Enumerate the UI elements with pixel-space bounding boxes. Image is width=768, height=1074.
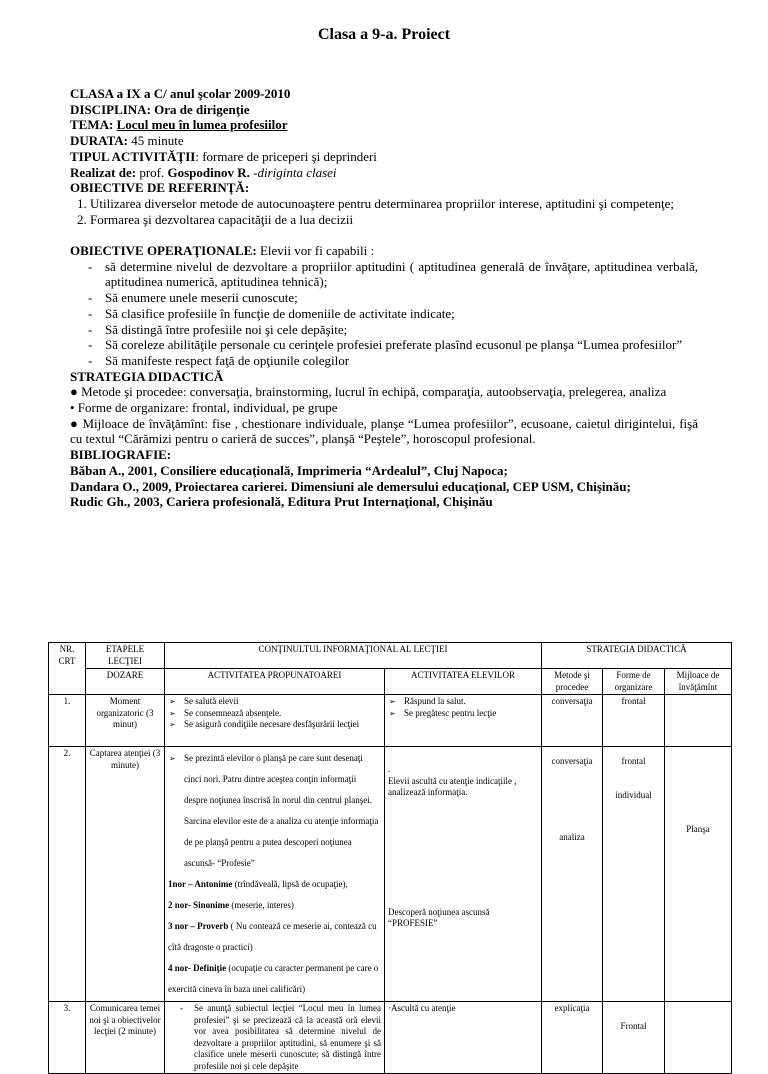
list-item: ➢ Se prezintă elevilor o planşă pe care sunt desenaţi cinci nori. Patru dintre aceştea conţin informaţii despre noţiunea înscrisă în norul din centrul planşei. Sarcina elevilor este de a analiza cu atenţie informaţia de pe planşă pentru a putea descoperi noţiunea ascunsă- “Profesie” [168,748,381,874]
list-item: - Să clasifice profesiile în funcţie de domeniile de activitate indicate; [88,306,698,322]
cloud-2: 2 nor- Sinonime (meserie, interes) [168,900,294,910]
row-student-activity: ·Ascultă cu atenţie [385,1002,542,1074]
list-item: ➢ Răspund la salut. [388,696,538,708]
author-line: Realizat de: prof. Gospodinov R. -diriginta clasei [70,164,337,180]
row-number: 3. [49,1002,86,1074]
row-teacher-activity [165,1002,385,1074]
list-item: ➢ Se consemnează absenţele. [168,708,381,720]
table-row [49,747,732,1002]
row-means: Planşa [665,747,732,1002]
student-discover-text: Descoperă noţiunea ascunsă “PROFESIE” [388,906,490,928]
row-number: 1. [49,695,86,747]
col-header-stages: ETAPELE LECŢIEI [86,643,165,669]
col-header-methods: Metode şi procedee [542,669,603,695]
activity-type-line: TIPUL ACTIVITĂŢII: formare de priceperi şi deprinderi [70,148,377,164]
col-header-teacher-activity: ACTIVITATEA PROPUNATOAREI [165,669,385,695]
col-header-student-activity: ACTIVITATEA ELEVILOR [385,669,542,695]
row-number: 2. [49,747,86,1002]
row-methods: explicaţia [542,1002,603,1074]
list-item: - să determine nivelul de dezvoltare a propriilor aptitudini ( aptitudinea generală de învăţare, aptitudinea verbală, aptitudinea numerică, aptitudinea tehnică); [88,259,698,290]
list-item: - Se anunţă subiectul lecţiei “Locul meu în lumea profesiei” şi se precizează că la această oră elevii vor avea posibilitatea să determine nivelul de dezvoltare a propriilor aptitudini, să enumere şi să clasifice unele meserii cunoscute; să distingă între profesiile noi şi cele depăşite [180,1003,381,1072]
lesson-plan-table [48,642,732,1074]
list-item: 2. Formarea şi dezvoltarea capacităţii de a lua decizii [90,212,698,228]
bibliography-entry: Băban A., 2001, Consiliere educaţională, Imprimeria “Ardealul”, Cluj Napoca; [70,462,508,478]
col-header-forms: Forme de organizare [603,669,665,695]
table-subheader-row [49,669,732,695]
table-row [49,1002,732,1074]
list-item: - Să distingă între profesiile noi şi cele depăşite; [88,322,698,338]
reference-objectives-heading: OBIECTIVE DE REFERINŢĂ: [70,180,250,196]
student-listen-text: Elevii ascultă cu atenţie indicaţiile , analizează informaţia. [388,775,517,797]
col-header-content: CONŢINULTUL INFORMAŢIONAL AL LECŢIEI [165,643,542,669]
list-item: ➢ Se asigură condiţiile necesare desfăşurării lecţiei [168,719,381,731]
row-means [665,1002,732,1074]
row-forms: Frontal [603,1002,665,1074]
row-stage: Captarea atenţiei (3 minute) [86,747,165,1002]
col-header-dosage: DOZARE [86,669,165,695]
row-methods: conversaţia analiza [542,747,603,1002]
strategy-heading: STRATEGIA DIDACTICĂ [70,368,224,384]
row-forms: frontal [603,695,665,747]
bibliography-entry: Dandara O., 2009, Proiectarea carierei. Dimensiuni ale demersului educaţional, CEP USM, Chişinău; [70,478,631,494]
list-item: - Să enumere unele meserii cunoscute; [88,290,698,306]
row-methods: conversaţia [542,695,603,747]
list-item: 1. Utilizarea diverselor metode de autocunoaştere pentru determinarea propriilor interese, aptitudini şi competenţe; [90,196,698,212]
row-teacher-activity [165,747,385,1002]
col-header-nr: NR. CRT [49,643,86,695]
cloud-1: 1nor – Antonime (trîndăveală, lipsă de ocupaţie), [168,879,348,889]
document-title: Clasa a 9-a. Proiect [317,26,451,43]
operational-objectives-list [70,259,698,369]
cloud-4: 4 nor- Definiţie (ocupaţie cu caracter permanent pe care o exercită cineva în baza unei calificări) [168,963,379,994]
reference-objectives-list [70,196,698,227]
operational-objectives-heading: OBIECTIVE OPERAŢIONALE: Elevii vor fi capabili : [70,243,375,259]
col-header-strategy: STRATEGIA DIDACTICĂ [542,643,732,669]
theme-line: TEMA: Locul meu în lumea profesiilor [70,117,288,133]
row-means [665,695,732,747]
row-student-activity [385,695,542,747]
col-header-means: Mijloace de învăţămînt [665,669,732,695]
strategy-methods: ● Metode şi procedee: conversaţia, brainstorming, lucrul în echipă, comparaţia, autoobservaţia, prelegerea, analiza [70,384,667,400]
row-teacher-activity [165,695,385,747]
row-stage: Moment organizatoric (3 minut) [86,695,165,747]
table-row [49,695,732,747]
cloud-3: 3 nor – Proverb ( Nu contează ce meserie ai, contează cu cîtă dragoste o practici) [168,921,377,952]
table-header-row [49,643,732,669]
row-stage: Comunicarea temei noi şi a obiectivelor lecţiei (2 minute) [86,1002,165,1074]
lesson-header [70,86,698,510]
discipline-line: DISCIPLINA: Ora de dirigenţie [70,101,250,117]
bibliography-heading: BIBLIOGRAFIE: [70,447,172,463]
duration-line: DURATA: 45 minute [70,133,184,149]
class-line: CLASA a IX a C/ anul şcolar 2009-2010 [70,86,291,101]
list-item: - Să manifeste respect faţă de opţiunile colegilor [88,353,698,369]
list-item: ➢ Se pregătesc pentru lecţie [388,708,538,720]
row-student-activity: . Elevii ascultă cu atenţie indicaţiile , analizează informaţia. Descoperă noţiunea ascunsă “PROFESIE” [385,747,542,1002]
list-item: - Să coreleze abilităţile personale cu cerinţele profesiei preferate plasînd ecusonul pe planşa “Lumea profesiilor” [88,337,698,353]
bibliography-entry: Rudic Gh., 2003, Cariera profesională, Editura Prut Internaţional, Chişinău [70,494,493,510]
strategy-means: ● Mijloace de învăţămînt: fise , chestionare individuale, planşe “Lumea profesiilor”, ecusoane, caietul dirigintelui, fişă cu textul “Cărămizi pentru o carieră de succes”, planşă “Peştele”, horoscopul profesional. [70,415,698,447]
list-item: ➢ Se salută elevii [168,696,381,708]
row-forms: frontal individual [603,747,665,1002]
strategy-forms: • Forme de organizare: frontal, individual, pe grupe [70,400,338,416]
